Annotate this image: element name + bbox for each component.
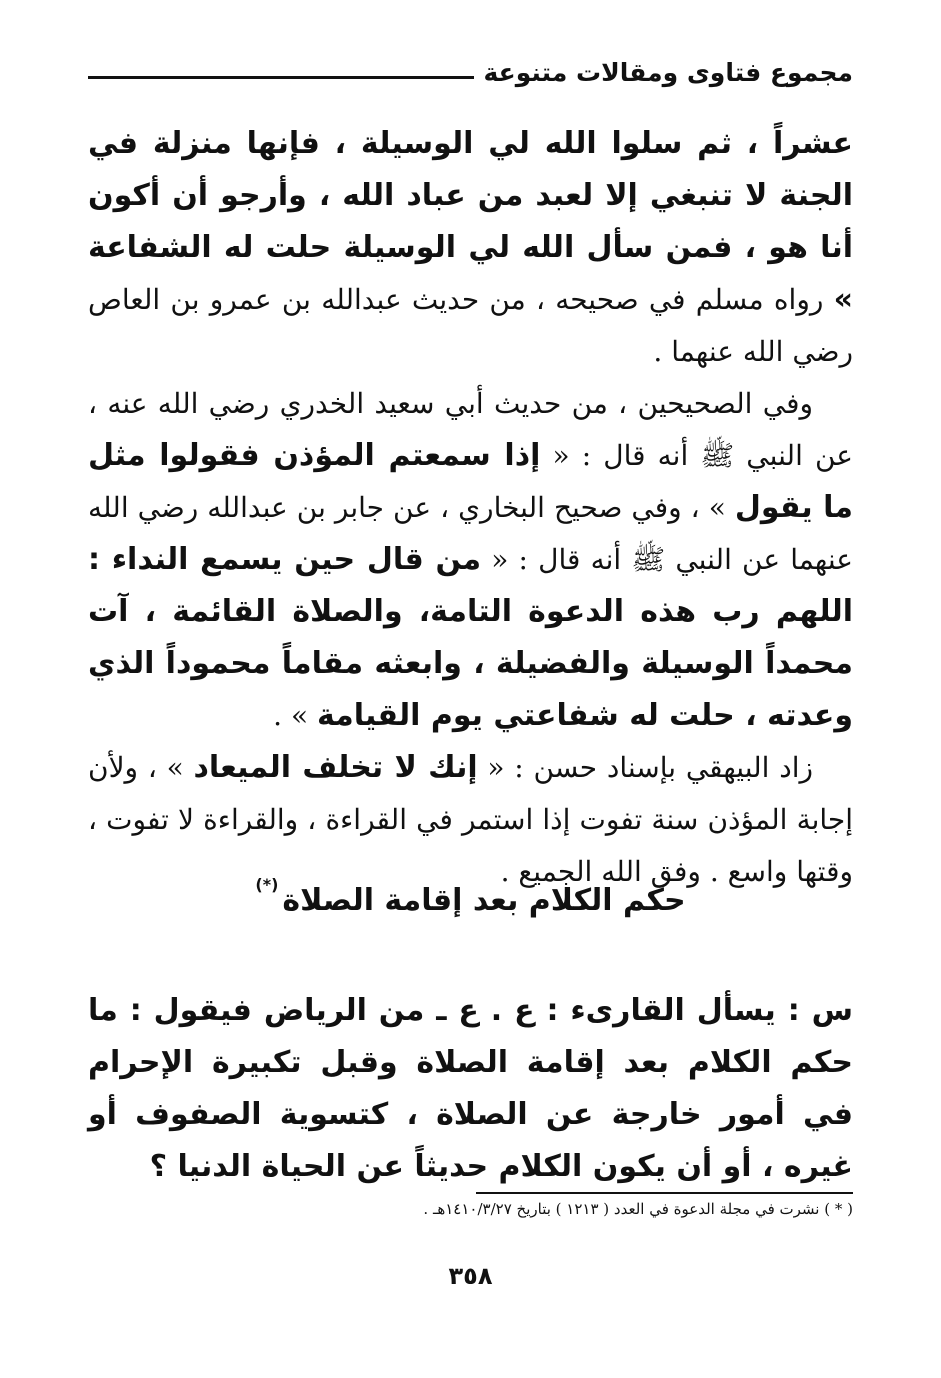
hadith-text-1: عشراً ، ثم سلوا الله لي الوسيلة ، فإنها منزلة في الجنة لا تنبغي إلا لعبد من عباد الله ، وأرجو أن أكون أنا هو ، فمن سأل الله لي الوسيلة حلت له الشفاعة » xyxy=(88,126,853,317)
paragraph-2-text-b: » ، وفي صحيح البخاري ، عن جابر بن عبدالله رضي الله عنهما عن النبي ﷺ أنه قال : « xyxy=(88,491,853,576)
paragraph-1 xyxy=(88,118,853,378)
question-block xyxy=(88,985,853,1193)
hadith-text-4: إنك لا تخلف الميعاد xyxy=(193,750,478,785)
question-text: س : يسأل القارىء : ع . ع ـ من الرياض فيقول : ما حكم الكلام بعد إقامة الصلاة وقبل تكبيرة الإحرام في أمور خارجة عن الصلاة ، كتسوية الصفوف أو غيره ، أو أن يكون الكلام حديثاً عن الحياة الدنيا ؟ xyxy=(88,993,853,1184)
paragraph-2 xyxy=(88,378,853,742)
hadith-text-3: من قال حين يسمع النداء : اللهم رب هذه الدعوة التامة، والصلاة القائمة ، آت محمداً الوسيلة والفضيلة ، وابعثه مقاماً محموداً الذي وعدته ، حلت له شفاعتي يوم القيامة xyxy=(88,542,853,733)
footnote-rule xyxy=(476,1192,853,1194)
page-number: ٣٥٨ xyxy=(448,1262,493,1290)
header-rule xyxy=(88,76,474,79)
paragraph-1-text: رواه مسلم في صحيحه ، من حديث عبدالله بن عمرو بن العاص رضي الله عنهما . xyxy=(88,283,853,368)
section-heading xyxy=(88,875,853,918)
footnote: ( * ) نشرت في مجلة الدعوة في العدد ( ١٢١٣ ) بتاريخ ١٤١٠/٣/٢٧هـ . xyxy=(423,1200,853,1218)
paragraph-2-text-a: وفي الصحيحين ، من حديث أبي سعيد الخدري رضي الله عنه ، عن النبي ﷺ أنه قال : « xyxy=(88,387,853,472)
header-title: مجموع فتاوى ومقالات متنوعة xyxy=(483,58,853,87)
paragraph-2-text-c: » . xyxy=(273,699,317,732)
section-title: حكم الكلام بعد إقامة الصلاة xyxy=(282,883,686,918)
paragraph-3-text-b: » ، ولأن إجابة المؤذن سنة تفوت إذا استمر في القراءة ، والقراءة لا تفوت ، وقتها واسع . وفق الله الجميع . xyxy=(88,751,853,888)
main-text xyxy=(88,118,853,898)
running-header xyxy=(88,58,853,87)
hadith-text-2: إذا سمعتم المؤذن فقولوا مثل ما يقول xyxy=(88,438,854,525)
footnote-marker: (*) xyxy=(255,875,279,894)
paragraph-3-text-a: زاد البيهقي بإسناد حسن : « xyxy=(477,751,813,784)
